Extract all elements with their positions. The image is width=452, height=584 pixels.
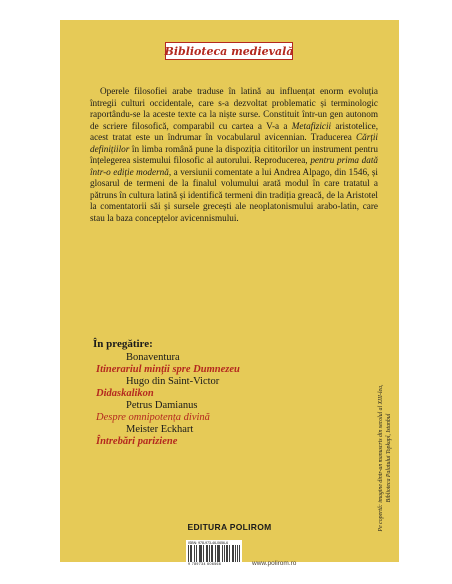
upcoming-heading: În pregătire: [93, 338, 153, 350]
upcoming-item [96, 424, 353, 448]
description-italic-pentru: pentru prima dată într-o ediție modernă [90, 155, 378, 177]
series-title: Biblioteca medievală [164, 44, 294, 58]
upcoming-titles-section [93, 338, 353, 448]
upcoming-author: Bonaventura [126, 352, 180, 363]
upcoming-item [96, 376, 353, 400]
description-italic-cartii: Cărții definițiilor [90, 132, 378, 154]
publisher-website: www.polirom.ro [252, 560, 297, 567]
upcoming-author: Hugo din Saint-Victor [126, 376, 220, 387]
series-banner [165, 42, 293, 60]
description-text-3: în limba română pune la dispoziția cititorilor un instrument pentru înțelegerea sistemului filosofic al autorului. Reproducerea, [90, 143, 378, 165]
barcode-icon [188, 545, 240, 562]
upcoming-book-title: Didaskalikon [96, 388, 154, 399]
upcoming-author: Petrus Damianus [126, 400, 198, 411]
publisher-name: EDITURA POLIROM [187, 522, 272, 532]
book-description [90, 86, 378, 224]
upcoming-item [96, 352, 353, 376]
description-italic-metafizicii: Metafizicii [291, 120, 332, 131]
isbn-barcode [186, 540, 242, 568]
isbn-label: ISBN: 978-973-46-0656-6 [188, 541, 229, 545]
upcoming-item [96, 400, 353, 424]
description-text-2: aristotelice, acest tratat este un îndrumar în vocabularul avicennian. Traducerea [90, 120, 378, 142]
upcoming-author: Meister Eckhart [126, 424, 194, 435]
upcoming-book-title: Întrebări pariziene [96, 436, 178, 447]
upcoming-book-title: Despre omnipotența divină [96, 412, 210, 423]
barcode-digits: 9 789734 606566 [188, 562, 222, 566]
upcoming-book-title: Itinerariul minții spre Dumnezeu [96, 364, 240, 375]
credit-line-1: Pe copertă: imagine dintr-un manuscris din secolul al XIII-lea, [378, 384, 384, 532]
description-text-1: Operele filosofiei arabe traduse în latină au influențat enorm evoluția întregii culturi occidentale, care s-a dezvoltat problematic și terminologic raportându-se la aceste texte ca la niște surse. Constituit într-un gen autonom de scriere filosofică, comparabil cu cartea a V-a a [90, 86, 378, 131]
credit-line-2: Biblioteca Palatului Topkapî, Istanbul [385, 413, 392, 503]
description-text-4: , a versiunii comentate a lui Andrea Alpago, din 1546, și glosarul de termeni de la finalul volumului arată modul în care tratatul a pătruns în cultura latină și identifică termeni din tradiția greacă, de la Aristotel la comentatorii săi și sursele grecești ale neoplatonismului arabo-latin, care stau la baza concepțelor avicennismului. [90, 166, 378, 223]
book-back-cover [60, 20, 399, 567]
